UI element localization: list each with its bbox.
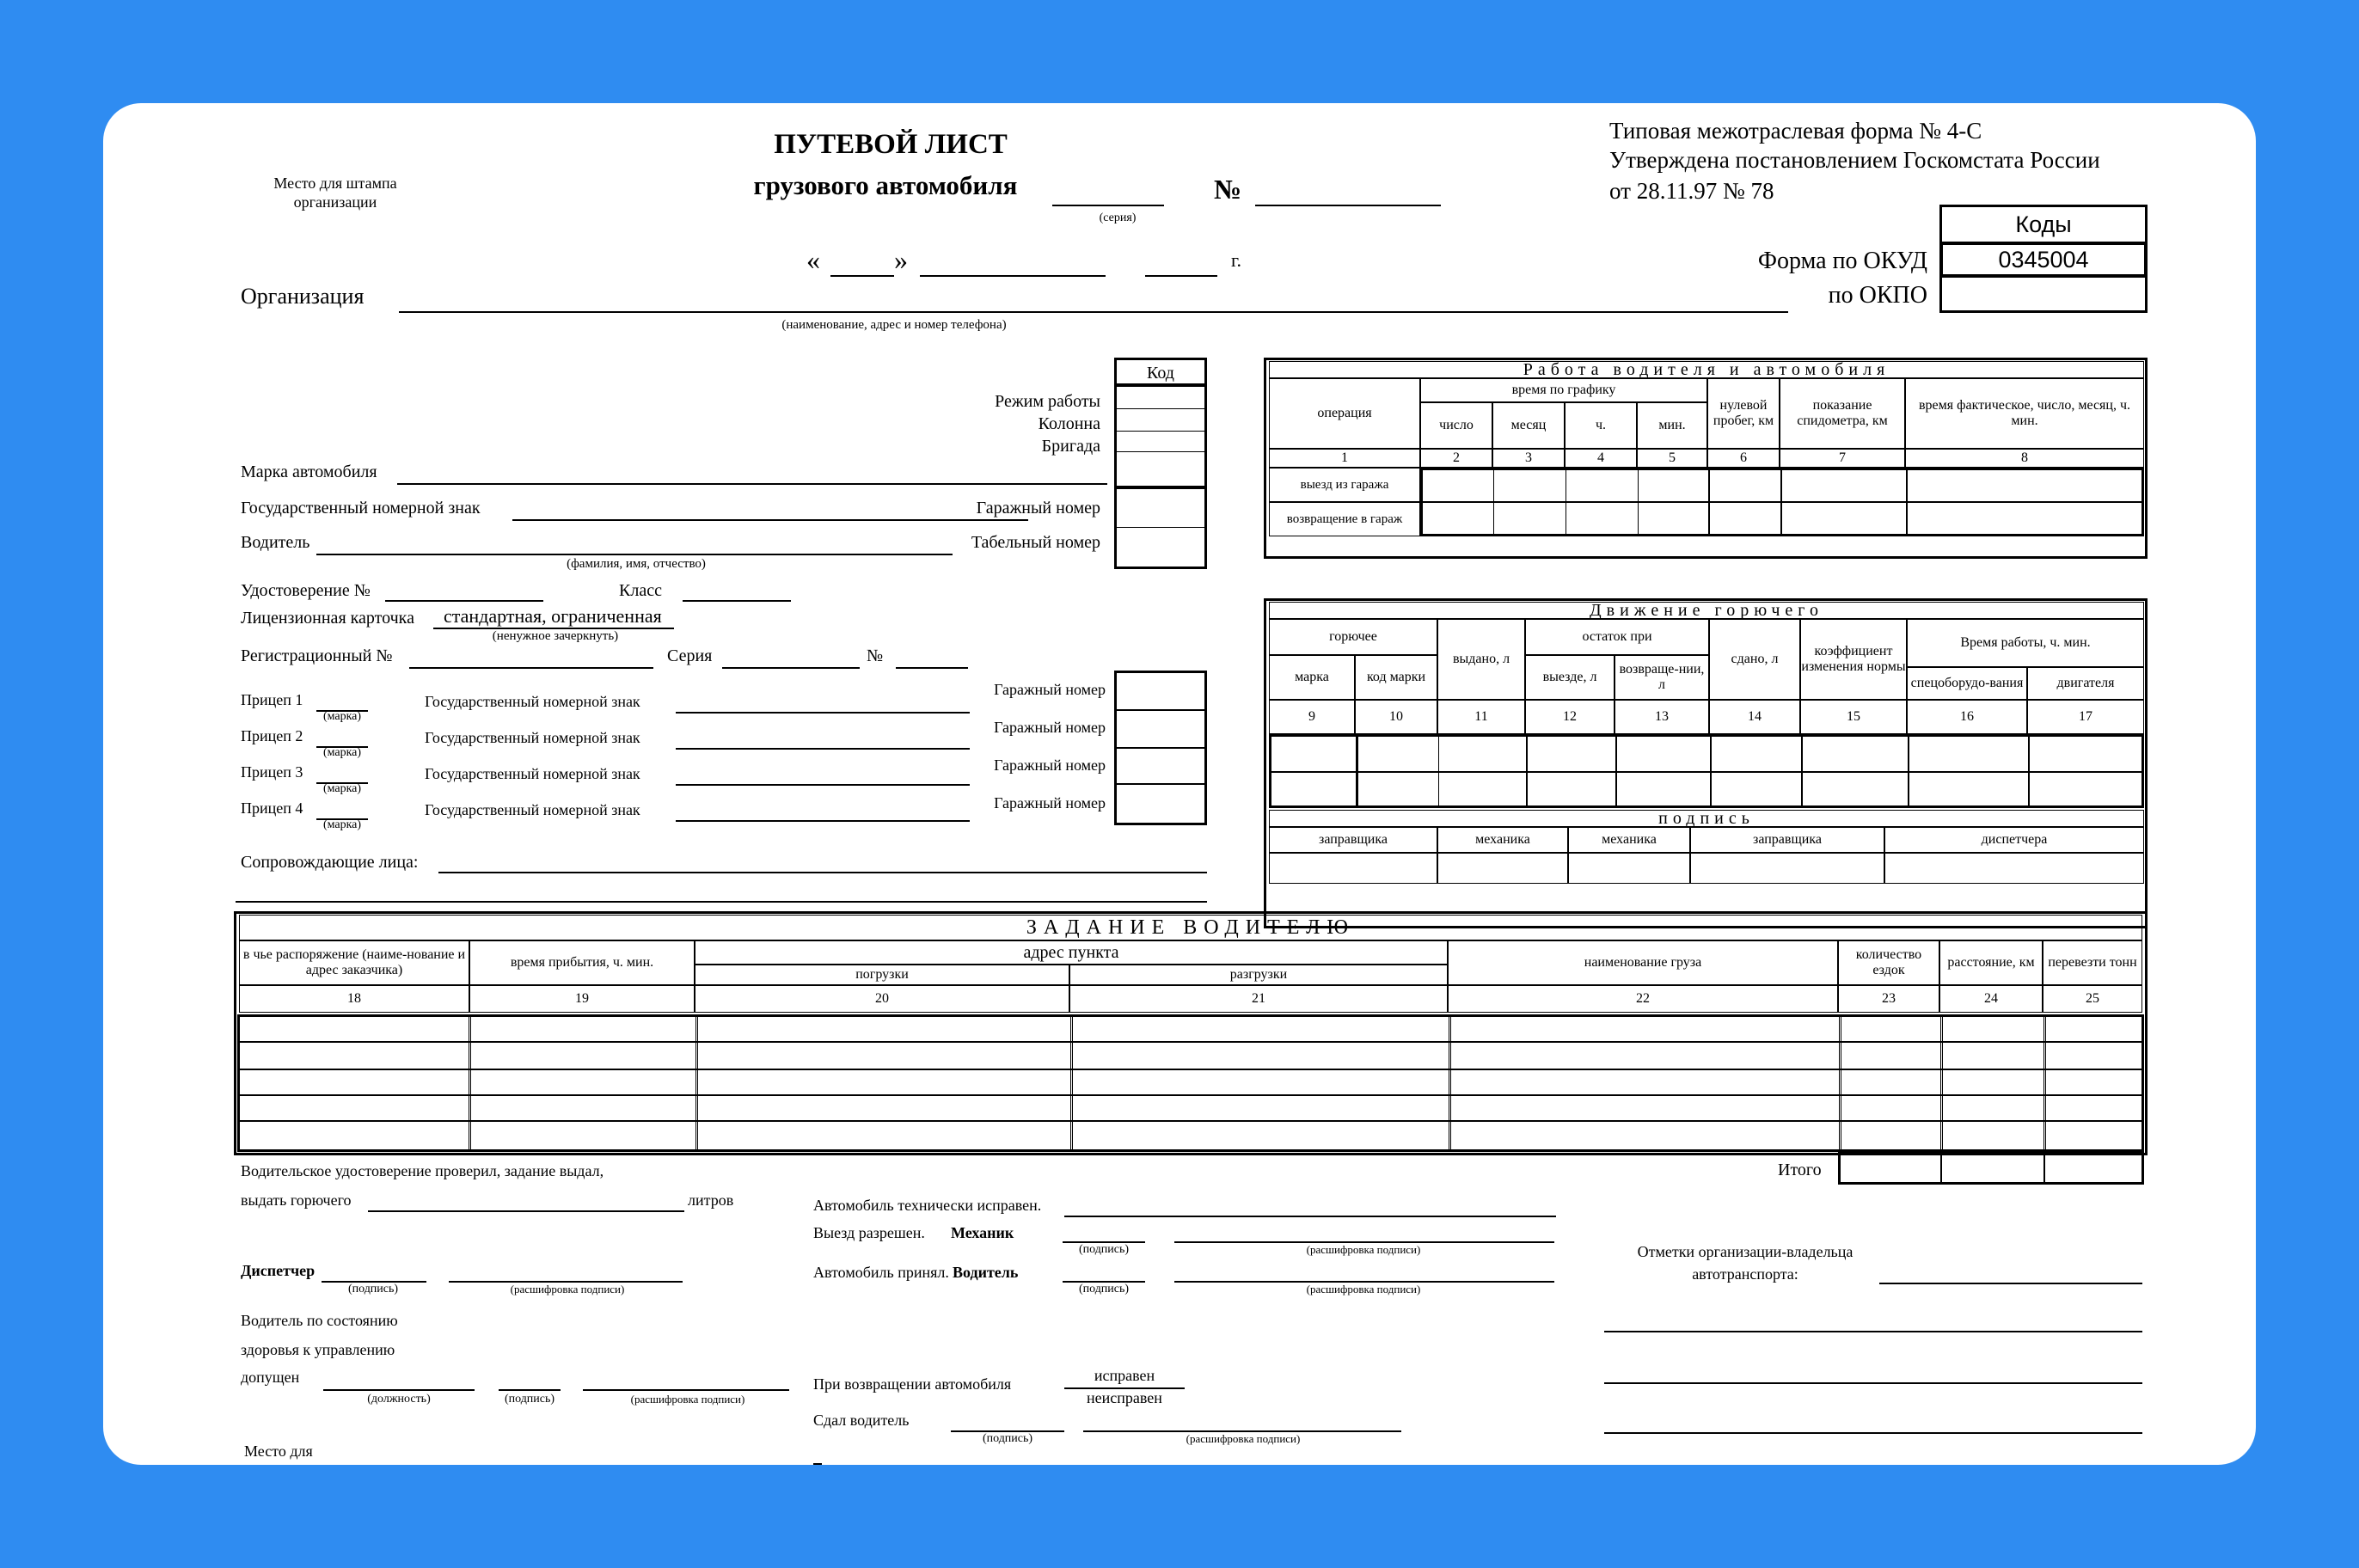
tt-address: адрес пункта	[695, 940, 1448, 965]
work-table-title: Работа водителя и автомобиля	[1269, 361, 2144, 378]
brigade-label: Бригада	[1041, 437, 1100, 456]
car-brand-label: Марка автомобиля	[241, 462, 377, 481]
org-label: Организация	[241, 284, 365, 309]
trailer-state-label: Государственный номерной знак	[425, 801, 640, 818]
wt-num: 2	[1420, 449, 1492, 468]
total-label: Итого	[1778, 1161, 1822, 1179]
ft-num: 11	[1437, 700, 1525, 734]
wt-schedule: время по графику	[1420, 378, 1707, 402]
trailer-brand-caption: (марка)	[322, 710, 362, 723]
accept-decode-caption: (расшифровка подписи)	[1306, 1283, 1421, 1295]
trailer-garage-label: Гаражный номер	[994, 794, 1106, 812]
mechanic-label: Механик	[951, 1224, 1014, 1241]
series-caption: (серия)	[1099, 211, 1137, 224]
ft-num: 9	[1269, 700, 1355, 734]
ft-remain: остаток при	[1525, 619, 1709, 655]
health-label-3: допущен	[241, 1369, 300, 1386]
ft-num: 14	[1709, 700, 1800, 734]
wt-data-cells[interactable]	[1420, 468, 2144, 536]
trailer-brand-caption: (марка)	[322, 746, 362, 759]
ft-engine: двигателя	[2027, 667, 2144, 700]
ft-special: спецоборудо-вания	[1907, 667, 2027, 700]
code-header-box	[1114, 358, 1207, 387]
tt-num: 21	[1069, 985, 1448, 1013]
tab-number-label: Табельный номер	[971, 533, 1100, 552]
work-mode-label: Режим работы	[995, 392, 1100, 411]
wt-num: 8	[1905, 449, 2144, 468]
health-decode-line[interactable]	[583, 1389, 789, 1391]
wt-actual-time: время фактическое, число, месяц, ч. мин.	[1905, 378, 2144, 449]
ft-work-time: Время работы, ч. мин.	[1907, 619, 2144, 667]
owner-marks-1: Отметки организации-владельца	[1637, 1243, 1854, 1260]
ft-num: 15	[1800, 700, 1907, 734]
date-day-line[interactable]	[830, 275, 894, 277]
license-card-value: стандартная, ограниченная	[444, 605, 662, 627]
column-label: Колонна	[1038, 414, 1100, 433]
page-title: ПУТЕВОЙ ЛИСТ	[774, 129, 1008, 160]
owner-marks-line-3[interactable]	[1604, 1382, 2142, 1384]
okud-value[interactable]: 0345004	[1939, 242, 2148, 278]
health-label-1: Водитель по состоянию	[241, 1312, 398, 1329]
ft-brand: марка	[1269, 655, 1355, 700]
ft-data-cells[interactable]	[1269, 734, 2144, 808]
sign-field[interactable]	[1884, 853, 2144, 884]
tt-distance: расстояние, км	[1939, 940, 2043, 985]
position-line[interactable]	[323, 1389, 475, 1391]
wt-hour: ч.	[1565, 402, 1637, 449]
trailer-state-line[interactable]	[676, 712, 970, 714]
stamp-place-label: Место для штампа организации	[273, 175, 397, 211]
number-line[interactable]	[1255, 205, 1441, 206]
ft-issued: выдано, л	[1437, 619, 1525, 700]
form-info-line3: от 28.11.97 № 78	[1609, 178, 1774, 204]
tt-num: 24	[1939, 985, 2043, 1013]
ft-num: 17	[2027, 700, 2144, 734]
trailer-state-line[interactable]	[676, 820, 970, 822]
okud-label: Форма по ОКУД	[1757, 248, 1927, 274]
place-for-label: Место для	[244, 1442, 313, 1460]
driver-line[interactable]	[316, 554, 953, 555]
tt-cargo: наименование груза	[1448, 940, 1838, 985]
tech-ok-label: Автомобиль технически исправен.	[813, 1197, 1042, 1214]
sign-field[interactable]	[1437, 853, 1568, 884]
sign-field[interactable]	[1568, 853, 1690, 884]
license-card-caption: (ненужное зачеркнуть)	[492, 629, 619, 643]
driver-caption: (фамилия, имя, отчество)	[567, 557, 706, 571]
number-sign: №	[1214, 174, 1242, 205]
reg-number-line[interactable]	[896, 667, 968, 669]
tt-num: 18	[239, 985, 469, 1013]
garage-number-label: Гаражный номер	[976, 499, 1100, 518]
trailer-garage-label: Гаражный номер	[994, 719, 1106, 736]
license-label: Удостоверение №	[241, 581, 371, 600]
trailer-garage-label: Гаражный номер	[994, 756, 1106, 774]
code-header: Код	[1147, 364, 1174, 383]
wt-num: 1	[1269, 449, 1420, 468]
trailer-label: Прицеп 4	[241, 799, 303, 817]
waybill-form	[103, 103, 2256, 1465]
mechanic-decode-caption: (расшифровка подписи)	[1306, 1243, 1421, 1256]
wt-row-exit: выезд из гаража	[1269, 468, 1420, 502]
status-not-ok[interactable]: неисправен	[1087, 1389, 1162, 1406]
ft-num: 13	[1615, 700, 1709, 734]
trailer-state-line[interactable]	[676, 784, 970, 786]
task-data-rows[interactable]	[237, 1014, 2144, 1152]
wt-num: 5	[1637, 449, 1707, 468]
trailer-label: Прицеп 1	[241, 691, 303, 708]
year-suffix: г.	[1231, 249, 1242, 271]
ft-num: 16	[1907, 700, 2027, 734]
sign-title: подпись	[1269, 810, 2144, 827]
ft-fuel: горючее	[1269, 619, 1437, 655]
handed-label: Сдал водитель	[813, 1412, 910, 1429]
health-sign-line[interactable]	[499, 1389, 561, 1391]
exit-allowed-label: Выезд разрешен.	[813, 1224, 925, 1241]
dispatcher-sign-caption: (подпись)	[347, 1283, 399, 1295]
clipped-line	[813, 1463, 822, 1465]
trailer-state-label: Государственный номерной знак	[425, 729, 640, 746]
status-ok[interactable]: исправен	[1094, 1367, 1155, 1384]
date-close-quote: »	[894, 244, 908, 275]
sign-label: механика	[1568, 827, 1690, 853]
okpo-value[interactable]	[1939, 275, 2148, 313]
ft-on-exit: выезде, л	[1525, 655, 1615, 700]
registration-line[interactable]	[409, 667, 653, 669]
give-fuel-label: выдать горючего	[241, 1191, 352, 1209]
tech-ok-line[interactable]	[1064, 1216, 1556, 1217]
position-caption: (должность)	[367, 1393, 431, 1406]
okpo-label: по ОКПО	[1828, 282, 1927, 309]
wt-num: 4	[1565, 449, 1637, 468]
org-caption: (наименование, адрес и номер телефона)	[781, 318, 1007, 332]
org-line[interactable]	[399, 311, 1788, 313]
sign-field[interactable]	[1690, 853, 1884, 884]
owner-marks-line-1[interactable]	[1879, 1283, 2142, 1284]
tt-num: 22	[1448, 985, 1838, 1013]
health-decode-caption: (расшифровка подписи)	[630, 1393, 745, 1406]
class-label: Класс	[619, 581, 662, 600]
trailer-state-label: Государственный номерной знак	[425, 693, 640, 710]
trailer-state-label: Государственный номерной знак	[425, 765, 640, 782]
owner-marks-2: автотранспорта:	[1692, 1265, 1798, 1283]
car-brand-line[interactable]	[397, 483, 1107, 485]
tt-loading: погрузки	[695, 965, 1069, 985]
trailer-state-line[interactable]	[676, 748, 970, 750]
handed-decode-caption: (расшифровка подписи)	[1186, 1432, 1301, 1445]
accept-driver-label: Водитель	[953, 1264, 1019, 1281]
state-number-line[interactable]	[512, 519, 1028, 521]
tt-customer: в чье распоряжение (наиме-нование и адрес заказчика)	[239, 940, 469, 985]
ft-code: код марки	[1355, 655, 1437, 700]
handed-sign-caption: (подпись)	[982, 1432, 1033, 1445]
dispatcher-label: Диспетчер	[241, 1262, 316, 1279]
code-box-top	[1114, 383, 1207, 488]
license-card-label: Лицензионная карточка	[241, 609, 414, 628]
sign-label: заправщика	[1269, 827, 1437, 853]
checked-label: Водительское удостоверение проверил, задание выдал,	[241, 1162, 604, 1179]
state-number-label: Государственный номерной знак	[241, 499, 481, 518]
codes-header: Коды	[1939, 205, 2148, 244]
health-label-2: здоровья к управлению	[241, 1341, 395, 1358]
series-line[interactable]	[1052, 205, 1164, 206]
ft-handed: сдано, л	[1709, 619, 1800, 700]
tt-arrival: время прибытия, ч. мин.	[469, 940, 695, 985]
tt-num: 25	[2043, 985, 2142, 1013]
wt-day: число	[1420, 402, 1492, 449]
page-subtitle: грузового автомобиля	[753, 170, 1018, 200]
wt-num: 7	[1780, 449, 1905, 468]
date-month-line[interactable]	[920, 275, 1106, 277]
date-year-line[interactable]	[1145, 275, 1217, 277]
class-line[interactable]	[683, 600, 791, 602]
wt-num: 3	[1492, 449, 1565, 468]
car-accepted-label: Автомобиль принял.	[813, 1264, 949, 1281]
tt-num: 20	[695, 985, 1069, 1013]
series-line-reg[interactable]	[722, 667, 860, 669]
mechanic-sign-caption: (подпись)	[1078, 1243, 1130, 1256]
trailer-brand-caption: (марка)	[322, 818, 362, 831]
tt-unloading: разгрузки	[1069, 965, 1448, 985]
series-label: Серия	[667, 646, 713, 665]
wt-zero-run: нулевой пробег, км	[1707, 378, 1780, 449]
form-info-line1: Типовая межотраслевая форма № 4-С	[1609, 118, 1982, 144]
trailer-label: Прицеп 2	[241, 727, 303, 744]
accept-sign-caption: (подпись)	[1078, 1283, 1130, 1295]
sign-label: диспетчера	[1884, 827, 2144, 853]
wt-num: 6	[1707, 449, 1780, 468]
task-table-title: ЗАДАНИЕ ВОДИТЕЛЮ	[239, 915, 2142, 940]
form-info-line2: Утверждена постановлением Госкомстата России	[1609, 147, 2100, 173]
code-box-bottom	[1114, 487, 1207, 569]
owner-marks-line-2[interactable]	[1604, 1331, 2142, 1332]
sign-field[interactable]	[1269, 853, 1437, 884]
owner-marks-line-4[interactable]	[1604, 1432, 2142, 1434]
trailer-garage-label: Гаражный номер	[994, 681, 1106, 698]
ft-num: 10	[1355, 700, 1437, 734]
wt-month: месяц	[1492, 402, 1565, 449]
ft-on-return: возвраще-нии, л	[1615, 655, 1709, 700]
tt-tons: перевезти тонн	[2043, 940, 2142, 985]
total-cells[interactable]	[1838, 1150, 2144, 1185]
wt-min: мин.	[1637, 402, 1707, 449]
tt-num: 23	[1838, 985, 1939, 1013]
tt-trips: количество ездок	[1838, 940, 1939, 985]
dispatcher-decode-caption: (расшифровка подписи)	[510, 1283, 625, 1295]
wt-operation: операция	[1269, 378, 1420, 449]
wt-odometer: показание спидометра, км	[1780, 378, 1905, 449]
registration-label: Регистрационный №	[241, 646, 393, 665]
escort-line-1[interactable]	[438, 872, 1207, 873]
on-return-label: При возвращении автомобиля	[813, 1375, 1012, 1393]
fuel-table-title: Движение горючего	[1269, 602, 2144, 619]
driver-label: Водитель	[241, 533, 310, 552]
date-open-quote: «	[806, 244, 820, 275]
liters-label: литров	[688, 1191, 734, 1209]
reg-number-sign: №	[867, 646, 884, 665]
ft-num: 12	[1525, 700, 1615, 734]
give-fuel-line[interactable]	[368, 1210, 684, 1212]
health-sign-caption: (подпись)	[504, 1393, 555, 1406]
wt-row-return: возвращение в гараж	[1269, 502, 1420, 536]
escort-line-2[interactable]	[236, 901, 1207, 903]
sign-label: механика	[1437, 827, 1568, 853]
tt-num: 19	[469, 985, 695, 1013]
sign-label: заправщика	[1690, 827, 1884, 853]
trailer-garage-box	[1114, 671, 1207, 825]
license-line[interactable]	[385, 600, 543, 602]
trailer-label: Прицеп 3	[241, 763, 303, 781]
trailer-brand-caption: (марка)	[322, 782, 362, 795]
ft-coef: коэффициент изменения нормы	[1800, 619, 1907, 700]
escort-label: Сопровождающие лица:	[241, 853, 419, 872]
